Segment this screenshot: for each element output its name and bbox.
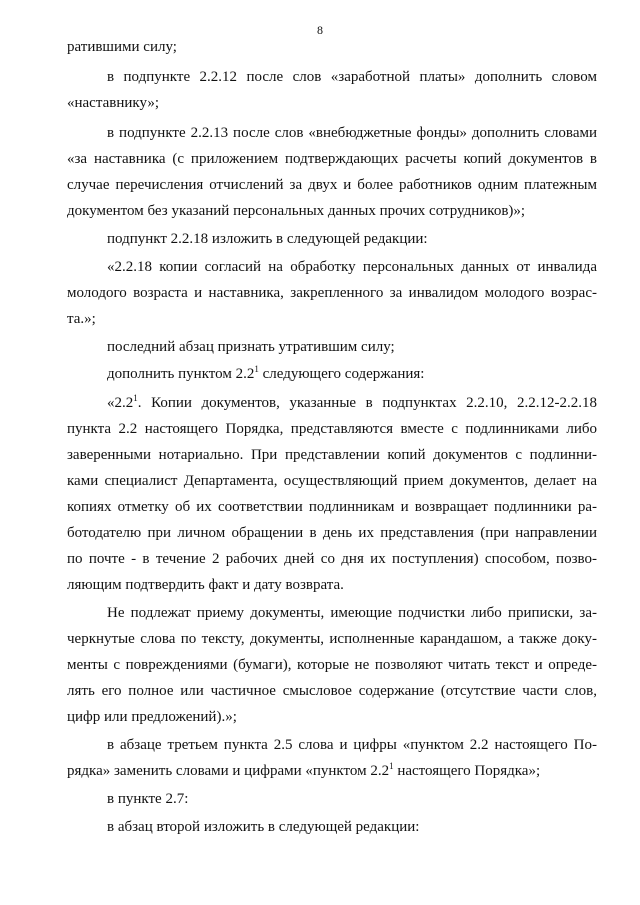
text-line: ботодателю при личном обращении в день их представления (при направлении	[67, 525, 597, 541]
text-line	[67, 762, 540, 781]
text-line: документом без указаний персональных данных прочих сотрудников)»;	[67, 203, 526, 219]
text-line: в пункте 2.7:	[107, 791, 189, 807]
text-line: «наставнику»;	[67, 95, 159, 111]
page-number: 8	[317, 23, 323, 37]
superscript: 1	[389, 761, 394, 771]
text-fragment: настоящего Порядка»;	[393, 763, 541, 779]
text-line: в подпункте 2.2.12 после слов «заработной платы» дополнить словом	[107, 69, 597, 85]
text-line: менты с повреждениями (бумаги), которые не позволяют читать текст и опреде-	[67, 657, 597, 673]
text-line	[107, 394, 597, 413]
text-line: в абзаце третьем пункта 2.5 слова и цифры «пунктом 2.2 настоящего По-	[107, 737, 597, 753]
text-line: Не подлежат приему документы, имеющие подчистки либо приписки, за-	[107, 605, 597, 621]
text-line: та.»;	[67, 311, 96, 327]
text-line: копиях отметку об их соответствии подлинникам и возвращает подлинники ра-	[67, 499, 597, 515]
text-line: случае перечисления отчислений за двух и более работников одним платежным	[67, 177, 597, 193]
text-fragment: дополнить пунктом 2.2	[107, 366, 255, 382]
text-fragment: . Копии документов, указанные в подпунктах 2.2.10, 2.2.12-2.2.18	[137, 395, 597, 411]
text-line: ратившими силу;	[67, 39, 177, 55]
text-line: подпункт 2.2.18 изложить в следующей редакции:	[107, 231, 428, 247]
text-fragment: «2.2	[107, 395, 134, 411]
text-line: цифр или предложений).»;	[67, 709, 237, 725]
superscript: 1	[133, 393, 138, 403]
text-line: «за наставника (с приложением подтверждающих расчеты копий документов в	[67, 151, 597, 167]
text-line: последний абзац признать утратившим силу;	[107, 339, 395, 355]
text-line: ляющим подтвердить факт и дату возврата.	[67, 577, 344, 593]
text-fragment: следующего содержания:	[258, 366, 425, 382]
superscript: 1	[254, 364, 259, 374]
text-line: ками специалист Департамента, осуществляющий прием документов, делает на	[67, 473, 597, 489]
text-line: черкнутые слова по тексту, документы, исполненные карандашом, а также доку-	[67, 631, 597, 647]
text-line	[107, 365, 424, 384]
text-line: пункта 2.2 настоящего Порядка, представляются вместе с подлинниками либо	[67, 421, 597, 437]
text-line: лять его полное или частичное смысловое содержание (отсутствие части слов,	[67, 683, 597, 699]
text-line: в абзац второй изложить в следующей редакции:	[107, 819, 420, 835]
text-fragment: рядка» заменить словами и цифрами «пунктом 2.2	[67, 763, 390, 779]
text-line: в подпункте 2.2.13 после слов «внебюджетные фонды» дополнить словами	[107, 125, 597, 141]
text-line: заверенными нотариально. При представлении копий документов с подлинни-	[67, 447, 597, 463]
text-line: «2.2.18 копии согласий на обработку персональных данных от инвалида	[107, 259, 597, 275]
text-line: молодого возраста и наставника, закрепленного за инвалидом молодого возрас-	[67, 285, 597, 301]
text-line: по почте - в течение 2 рабочих дней со дня их поступления) способом, позво-	[67, 551, 597, 567]
